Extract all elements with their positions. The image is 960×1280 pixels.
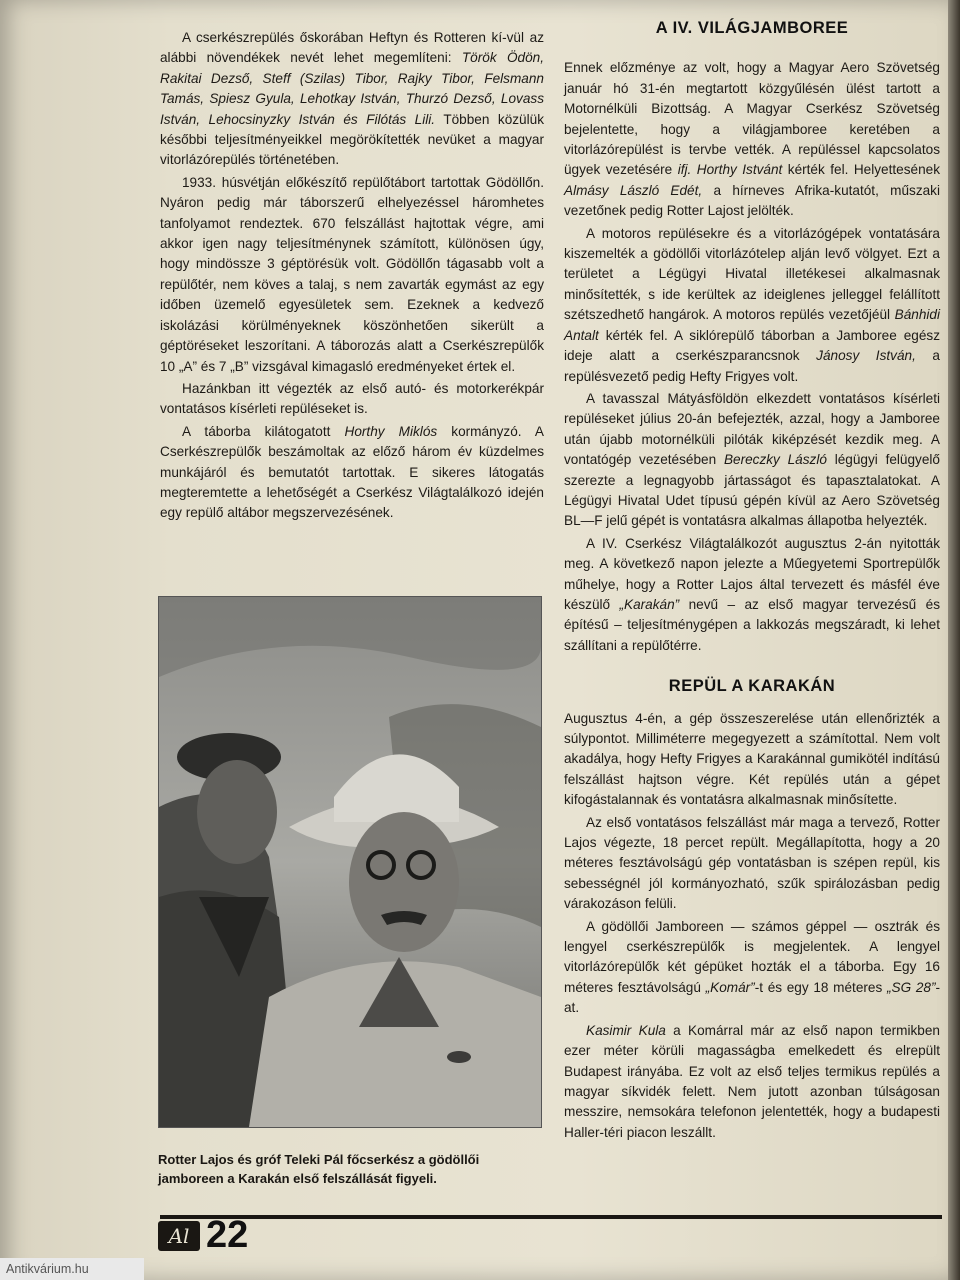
paragraph-jamboree-origin: Ennek előzménye az volt, hogy a Magyar Aero Szövetség január hó 31-én megtartott közgyűlésén ülést tartott a Motornélküli Bizottság. A Magyar Cserkész Szövetség bejelentette, hogy a világjamboree keretében a vitorlázórepülést is tervbe vették. A repüléssel kapcsolatos ügyek vezetésére ifj. Horthy Istvánt kérték fel. Helyettesének Almásy László Edét, a hírneves Afrika-kutatót, műszaki vezetőnek pedig Rotter Lajost jelölték.	[564, 60, 940, 219]
paragraph-towing-trials: A tavasszal Mátyásföldön elkezdett vontatásos kísérleti repüléseket július 20-án befejezték, azzal, hogy a Jamboree után újabb motornélküli pilóták kiképzését kezdik meg. A vontatógép vezetésében Bereczky László légügyi felügyelő szerezte a legnagyobb jártasságot és tapasztalatokat. A Légügyi Hivatal Udet típusú gépén kívül az Aero Szövetség BL—F jelű gépét is vontatásra alkalmas állapotba helyezték.	[564, 390, 940, 529]
left-column	[160, 28, 544, 524]
page-number: 22	[206, 1214, 249, 1256]
watermark: Antikvárium.hu	[0, 1258, 144, 1280]
paragraph-gliding-site: A motoros repülésekre és a vitorlázógépek vontatására kiszemelték a gödöllői vitorlázótelep alján levő völgyet. Ezt a területet a Légügyi Hivatal illetékesei alkalmasnak minősítették, s ide kerültek az ideiglenes jelleggel felállított szétszedhető hangárok. A motoros repülés vezetőjéül Bánhidi Antalt kérték fel. A siklórepülő táborban a Jamboree egész ideje alatt a cserkészparancsnok Jánosy István, a repülésvezető pedig Hefty Frigyes volt.	[564, 225, 940, 384]
paragraph-foreign-scouts: A gödöllői Jamboreen — számos géppel — osztrák és lengyel cserkészrepülők is megjelentek. A lengyel vitorlázórepülők két gépüket hozták el a táborba. Egy 16 méteres fesztávolságú „Komár”-t és egy 18 méteres „SG 28”-at.	[564, 918, 941, 1016]
student-names: Török Ödön, Rakitai Dezső, Steff (Szilas) Tibor, Rajky Tibor, Felsmann Tamás, Spiesz Gyula, Lehotkay István, Thurzó Dezső, Lovass István, Lehocsinyzky István és Filótás Lili.	[160, 50, 544, 127]
paragraph-students: A cserkészrepülés őskorában Heftyn és Rotteren kí-vül az alábbi növendékek nevét lehet megemlíteni: Török Ödön, Rakitai Dezső, Steff (Szilas) Tibor, Rajky Tibor, Felsmann Tamás, Spiesz Gyula, Lehotkay István, Thurzó Dezső, Lovass István, Lehocsinyzky István és Filótás Lili. Többen közülük későbbi teljesítményeikkel megörökítették nevüket a magyar vitorlázórepülés történetében.	[160, 30, 544, 168]
paragraph-towing-experiments: Hazánkban itt végezték az első autó- és motorkerékpár vontatásos kísérleti repüléseket is.	[160, 380, 544, 417]
footer-rule	[160, 1215, 942, 1219]
paragraph-assembly: Augusztus 4-én, a gép összeszerelése után ellenőrizték a súlypontot. Milliméterre megegyezett a számítottal. Nem volt akadálya, hogy Hefty Frigyes a Karakánnal gumikötél indítású felszállást hajtson végre. Két repülés után a gépet kifogástalannak és vontatásra alkalmasnak minősítette.	[564, 710, 940, 808]
magazine-logo: Al	[158, 1221, 200, 1251]
photo-rotter-teleki	[158, 596, 542, 1128]
photo-caption: Rotter Lajos és gróf Teleki Pál főcserkész a gödöllői jamboreen a Karakán első felszállását figyeli.	[158, 1152, 480, 1186]
photo-illustration	[159, 597, 541, 1127]
page-edge-shadow	[948, 0, 960, 1280]
heading-world-jamboree: A IV. VILÁGJAMBOREE	[655, 19, 849, 37]
heading-karakan-flies: REPÜL A KARAKÁN	[668, 677, 836, 696]
paragraph-1933-camp: 1933. húsvétján előkészítő repülőtábort tartottak Gödöllőn. Nyáron pedig már táborszerű elhelyezéssel háromhetes tanfolyamot rendeztek. 670 felszállást hajtottak végre, ami akkor igen nagy teljesítménynek számított, különösen úgy, hogy mindössze 3 géptörésük volt. Gödöllőn tágasabb volt a repülőtér, nem köves a talaj, s nem zavarták egymást az egy időben üzemelő egyesületek sem. Ezeknek a kedvező iskolázási körülményeknek köszönhetően sikerült a géptöréseket leszorítani. A táborozás alatt a Cserkészrepülők 10 „A” és 7 „B” vizsgával kimagasló eredményeket értek el.	[160, 174, 544, 374]
paragraph-horthy-visit: A táborba kilátogatott Horthy Miklós kormányzó. A Cserkészrepülők beszámoltak az előző három év küzdelmes munkájáról és bemutatót tartottak. E sikeres látogatás megteremtette a lehetőségét a Cserkész Világtalálkozó idején egy repülő altábor megszervezésének.	[160, 423, 544, 521]
paragraph-first-tow: Az első vontatásos felszállást már maga a tervező, Rotter Lajos végezte, 18 percet repült. Megállapította, hogy a 20 méteres fesztávolságú gép vontatásban is szépen repül, kis sebességnél jól kormányozható, szűk spirálozásban pedig várakozáson felüli.	[564, 814, 940, 912]
paragraph-kula-flight: Kasimir Kula a Komárral már az első napon termikben ezer méter körüli magasságba emelkedett és elrepült Budapest irányába. Ez volt az első teljes termikus repülés a magyar síkvidék felett. Nem jutott azonban túlságosan messzire, nemsokára telefonon jelentették, hogy a budapesti Haller-téri piacon leszállt.	[564, 1022, 940, 1140]
paragraph-jamboree-opening: A IV. Cserkész Világtalálkozót augusztus 2-án nyitották meg. A következő napon jelezte a Műegyetemi Sportrepülők műhelye, hogy a Rotter Lajos által tervezett és másfél éve készülő „Karakán” nevű – az első magyar tervezésű és építésű – teljesítménygépen a lakkozás megszáradt, ki lehet szállítani a repülőtérre.	[564, 535, 940, 653]
right-column	[564, 18, 940, 1143]
